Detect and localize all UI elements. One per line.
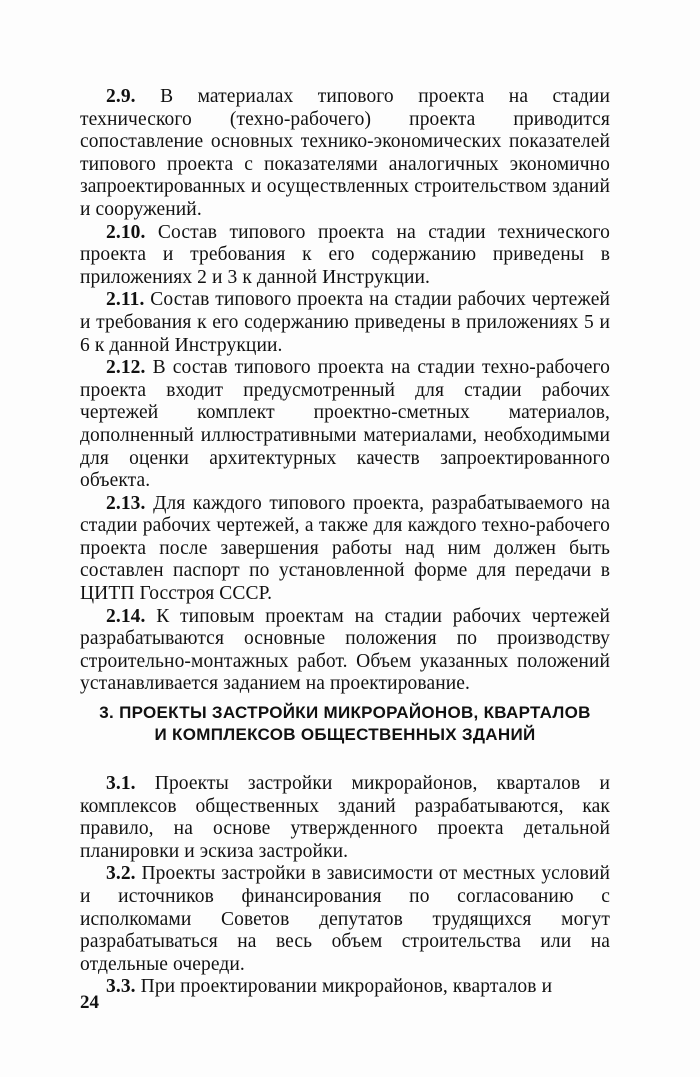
paragraph-2-11: [80, 289, 610, 357]
paragraph-number: 3.1.: [106, 773, 136, 794]
paragraph-3-1: [80, 773, 610, 863]
paragraph-2-12: [80, 357, 610, 493]
paragraph-number: 2.14.: [106, 605, 146, 627]
paragraph-text: Проекты застройки микрорайонов, кварталов и комплексов общественных зданий разрабатываются, как правило, на основе утвержденного проекта детальной планировки и эскиза застройки.: [80, 773, 610, 862]
paragraph-number: 2.11.: [106, 289, 145, 311]
paragraph-3-3: [80, 976, 610, 999]
paragraph-2-13: [80, 493, 610, 606]
section-2-body: [80, 86, 610, 696]
paragraph-number: 2.13.: [106, 492, 146, 514]
paragraph-number: 3.3.: [106, 976, 136, 998]
page-number: 24: [80, 992, 99, 1013]
section-3-heading-line-1: 3. ПРОЕКТЫ ЗАСТРОЙКИ МИКРОРАЙОНОВ, КВАРТАЛОВ: [99, 703, 591, 722]
paragraph-number: 3.2.: [106, 863, 136, 885]
paragraph-3-2: [80, 863, 610, 976]
section-3-heading-line-2: И КОМПЛЕКСОВ ОБЩЕСТВЕННЫХ ЗДАНИЙ: [154, 725, 536, 744]
paragraph-2-10: [80, 222, 610, 290]
paragraph-number: 2.12.: [106, 357, 146, 379]
paragraph-text: Проекты застройки в зависимости от местных условий и источников финансирования по согласованию с исполкомами Советов депутатов трудящихся могут разрабатываться на весь объем строительства или на отдельные очереди.: [80, 863, 610, 975]
paragraph-text: Состав типового проекта на стадии технического проекта и требования к его содержанию приведены в приложениях 2 и 3 к данной Инструкции.: [80, 221, 610, 288]
section-3-heading: [80, 702, 610, 746]
paragraph-text: Для каждого типового проекта, разрабатываемого на стадии рабочих чертежей, а также для каждого техно-рабочего проекта после завершения работы над ним должен быть составлен паспорт по установленной форме для передачи в ЦИТП Госстроя СССР.: [80, 492, 610, 605]
paragraph-text: Состав типового проекта на стадии рабочих чертежей и требования к его содержанию приведены в приложениях 5 и 6 к данной Инструкции.: [80, 289, 610, 356]
paragraph-text: При проектировании микрорайонов, кварталов и: [135, 976, 553, 998]
paragraph-number: 2.10.: [106, 221, 146, 243]
paragraph-2-14: [80, 606, 610, 696]
paragraph-text: В состав типового проекта на стадии техно-рабочего проекта входит предусмотренный для стадии рабочих чертежей комплект проектно-сметных материалов, дополненный иллюстративными материалами, необходимыми для оценки архитектурных качеств запроектированного объекта.: [80, 357, 610, 492]
section-3-body: [80, 773, 610, 999]
paragraph-text: В материалах типового проекта на стадии технического (техно-рабочего) проекта приводится сопоставление основных технико-экономических показателей типового проекта с показателями аналогичных экономично запроектированных и осуществленных строительством зданий и сооружений.: [80, 86, 610, 220]
paragraph-2-9: [80, 86, 610, 222]
paragraph-number: 2.9.: [106, 86, 136, 107]
paragraph-text: К типовым проектам на стадии рабочих чертежей разрабатываются основные положения по производству строительно-монтажных работ. Объем указанных положений устанавливается заданием на проектирование.: [80, 605, 610, 695]
